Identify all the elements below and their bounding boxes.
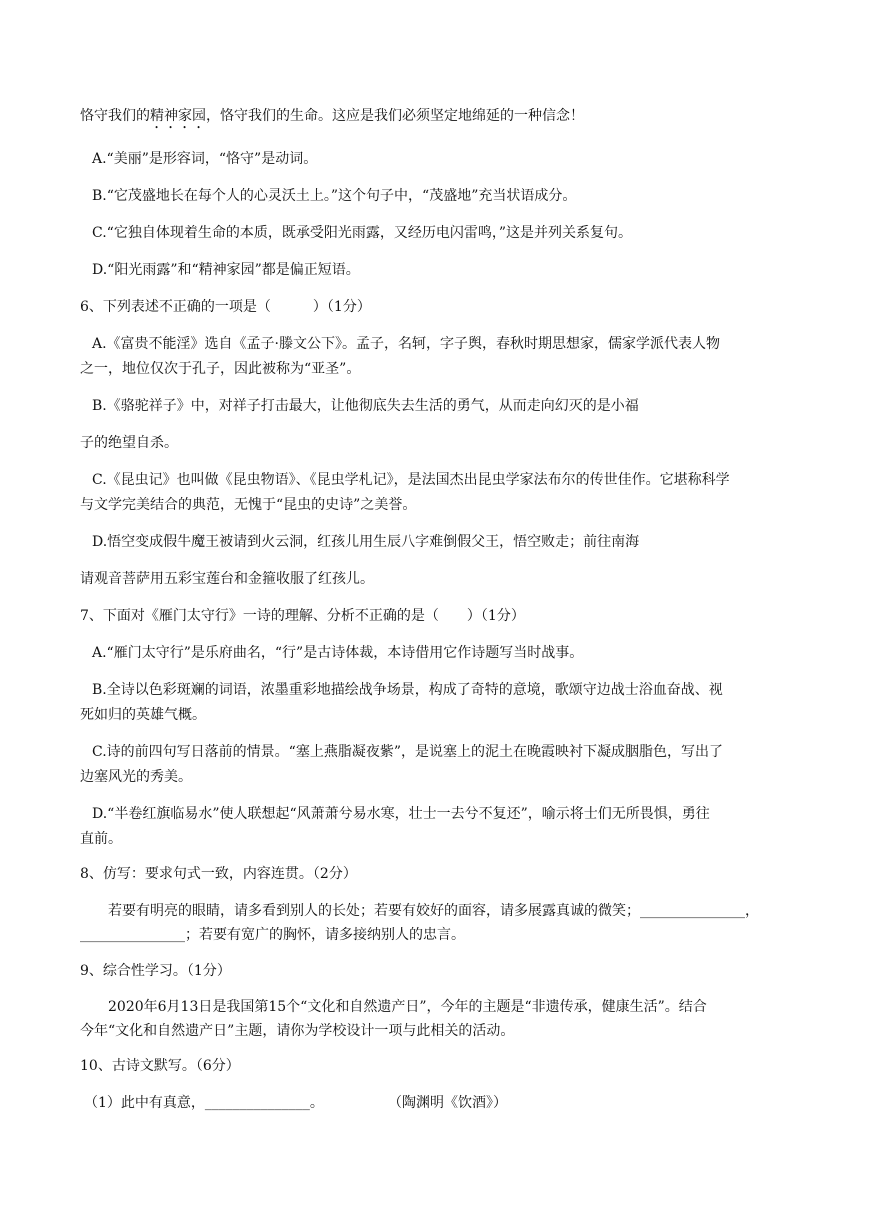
q6-stem: 6、下列表述不正确的一项是（ ）（1分） [80,299,371,315]
q6-option-c-cont: 与文学完美结合的典范，无愧于“昆虫的史诗”之美誉。 [80,497,417,513]
intro-before: 恪守我们的 [80,108,150,124]
q5-option-d: D.“阳光雨露”和“精神家园”都是偏正短语。 [92,262,360,278]
q7-option-c-cont: 边塞风光的秀美。 [80,769,192,785]
q7-option-c: C.诗的前四句写日落前的情景。“塞上燕脂凝夜紫”，是说塞上的泥土在晚霞映衬下凝成胭脂色，写出了 [92,744,723,760]
q7-option-b-cont: 死如归的英雄气概。 [80,707,206,723]
q7-option-a: A.“雁门太守行”是乐府曲名，“行”是古诗体裁，本诗借用它作诗题写当时战事。 [92,645,584,661]
intro-line [80,103,792,132]
q7-option-b: B.全诗以色彩斑斓的词语，浓墨重彩地描绘战争场景，构成了奇特的意境，歌颂守边战士浴血奋战、视 [92,682,723,698]
emphasis-text: 精神家园 [150,108,206,124]
q8-text-line2: _______________；若要有宽广的胸怀，请多接纳别人的忠言。 [80,927,465,943]
q6-option-a-cont: 之一，地位仅次于孔子，因此被称为“亚圣”。 [80,361,361,377]
q7-stem: 7、下面对《雁门太守行》一诗的理解、分析不正确的是（ ）（1分） [80,608,525,624]
intro-after: ，恪守我们的生命。这应是我们必须坚定地绵延的一种信念！ [206,108,584,124]
q6-option-c: C.《昆虫记》也叫做《昆虫物语》、《昆虫学札记》，是法国杰出昆虫学家法布尔的传世佳作。它堪称科学 [92,472,730,488]
q10-item-1-source: （陶渊明《饮酒》） [388,1095,507,1111]
q6-option-b-cont: 子的绝望自杀。 [80,435,178,451]
q7-option-d: D.“半卷红旗临易水”使人联想起“风萧萧兮易水寒，壮士一去兮不复还”，喻示将士们无所畏惧，勇往 [92,806,710,822]
q6-option-d-cont: 请观音菩萨用五彩宝莲台和金箍收服了红孩儿。 [80,571,374,587]
q5-option-c: C.“它独自体现着生命的本质，既承受阳光雨露，又经历电闪雷鸣，”这是并列关系复句。 [92,225,632,241]
q5-option-b: B.“它茂盛地长在每个人的心灵沃土上。”这个句子中，“茂盛地”充当状语成分。 [92,188,577,204]
q6-option-b: B.《骆驼祥子》中，对祥子打击最大，让他彻底失去生活的勇气，从而走向幻灭的是小福 [92,398,639,414]
q9-stem: 9、综合性学习。（1分） [80,963,231,979]
q9-text-line2: 今年“文化和自然遗产日”主题，请你为学校设计一项与此相关的活动。 [80,1023,515,1039]
q8-text-line1: 若要有明亮的眼睛，请多看到别人的长处；若要有姣好的面容，请多展露真诚的微笑；_______________， [108,903,759,919]
q6-option-d: D.悟空变成假牛魔王被请到火云洞，红孩儿用生辰八字难倒假父王，悟空败走；前往南海 [92,534,640,550]
q6-option-a: A.《富贵不能淫》选自《孟子·滕文公下》。孟子，名轲，字子舆，春秋时期思想家，儒家学派代表人物 [92,336,721,352]
q7-option-d-cont: 直前。 [80,831,122,847]
q8-stem: 8、仿写：要求句式一致，内容连贯。（2分） [80,866,357,882]
q10-item-1: （1）此中有真意，_______________。 [84,1095,324,1111]
q9-text-line1: 2020年6月13日是我国第15个“文化和自然遗产日”，今年的主题是“非遗传承，健康生活”。结合 [108,999,707,1015]
q10-stem: 10、古诗文默写。（6分） [80,1058,240,1074]
q5-option-a: A.“美丽”是形容词，“恪守”是动词。 [92,151,318,167]
